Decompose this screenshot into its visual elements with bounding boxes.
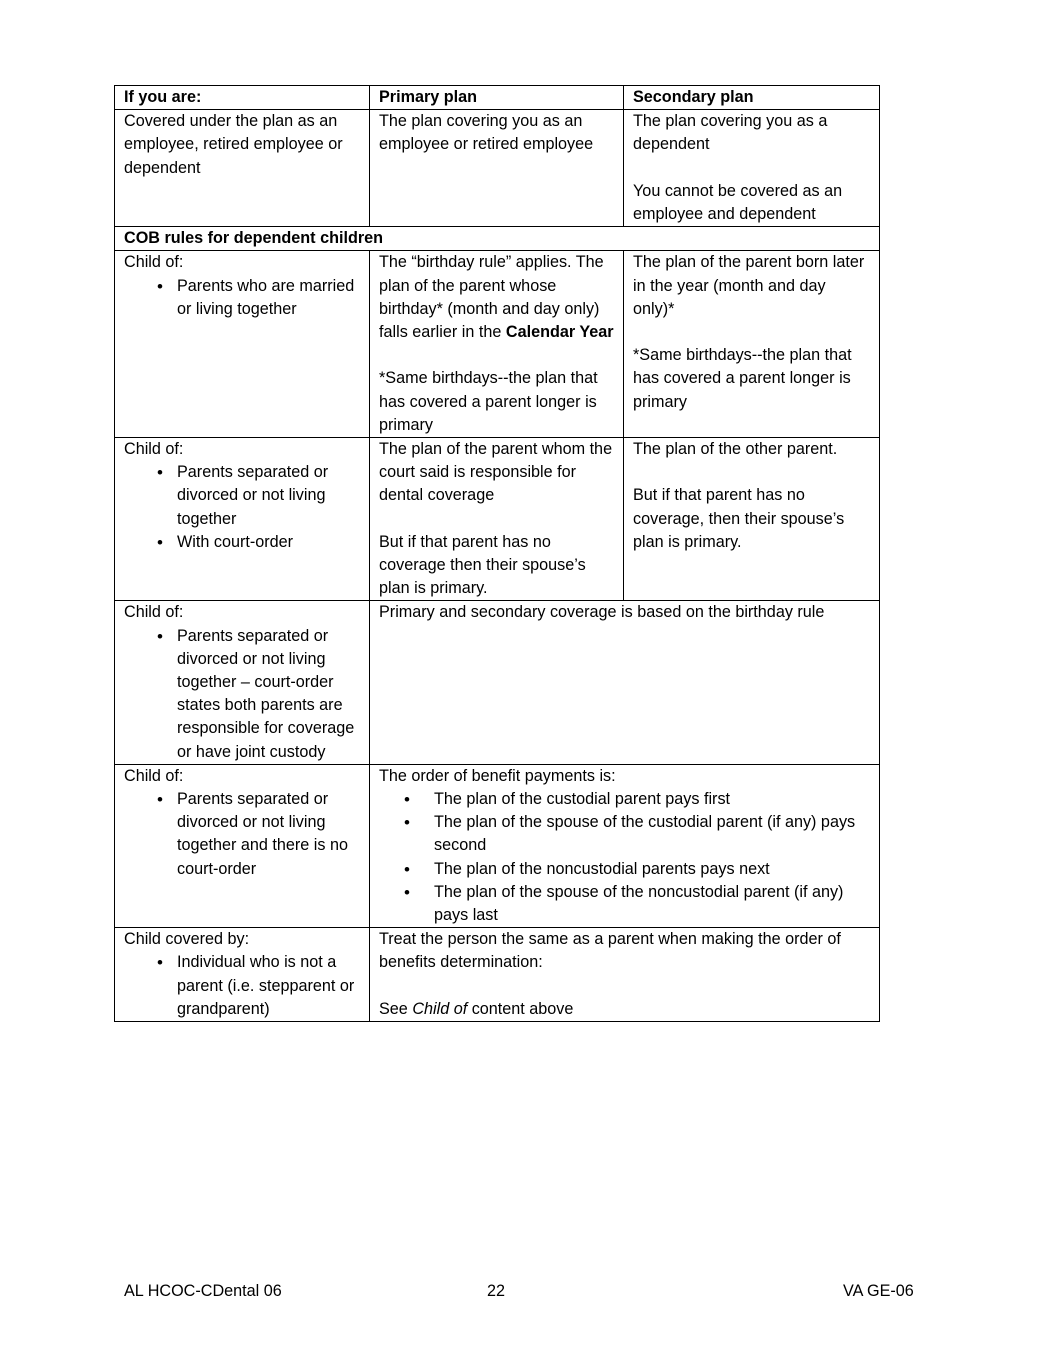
table-header-row — [115, 86, 880, 110]
table-row — [115, 764, 880, 927]
list-item: • Parents who are married or living together — [124, 275, 361, 321]
list-item: • Parents separated or divorced or not living together — [124, 461, 361, 531]
cob-rules-table — [114, 85, 880, 1022]
row5-merged — [370, 764, 880, 927]
row3-bullet-list — [124, 461, 361, 554]
header-secondary-plan: Secondary plan — [624, 86, 880, 110]
row5-bullet-list — [124, 788, 361, 881]
row3-secondary-note: But if that parent has no coverage, then their spouse’s plan is primary. — [633, 486, 845, 551]
row1-secondary — [624, 110, 880, 227]
table-row — [115, 438, 880, 601]
row3-label: Child of: — [124, 440, 184, 459]
footer-page-number: 22 — [487, 1282, 506, 1300]
row6-merged-see — [379, 998, 871, 1021]
row4-condition — [115, 601, 370, 764]
row1-primary-text: The plan covering you as an employee or retired employee — [379, 112, 594, 154]
list-item: • The plan of the spouse of the noncustodial parent (if any) pays last — [379, 881, 871, 927]
row6-bullet-list — [124, 951, 361, 1021]
list-item: • Parents separated or divorced or not living together and there is no court-order — [124, 788, 361, 881]
row3-primary-text: The plan of the parent whom the court said is responsible for dental coverage — [379, 440, 613, 505]
row1-condition — [115, 110, 370, 227]
row3-primary — [370, 438, 624, 601]
row2-secondary — [624, 251, 880, 438]
list-item: • The plan of the spouse of the custodial parent (if any) pays second — [379, 811, 871, 857]
header-if-you-are: If you are: — [115, 86, 370, 110]
row6-label: Child covered by: — [124, 930, 250, 949]
header-primary-plan: Primary plan — [370, 86, 624, 110]
list-item: • With court-order — [124, 531, 361, 554]
table-row — [115, 251, 880, 438]
row2-primary-text-main: The “birthday rule” applies. The plan of the parent whose birthday* (month and day only) falls earlier in the — [379, 253, 604, 342]
row4-bullet-list — [124, 625, 361, 764]
row3-secondary — [624, 438, 880, 601]
row1-condition-text: Covered under the plan as an employee, retired employee or dependent — [124, 112, 343, 177]
list-item: • The plan of the custodial parent pays first — [379, 788, 871, 811]
list-item: • The plan of the noncustodial parents pays next — [379, 858, 871, 881]
row6-merged — [370, 928, 880, 1022]
row6-see-word: See — [379, 999, 408, 1018]
section-heading-row — [115, 227, 880, 251]
row2-label: Child of: — [124, 253, 184, 272]
row1-primary — [370, 110, 624, 227]
list-item: • Individual who is not a parent (i.e. stepparent or grandparent) — [124, 951, 361, 1021]
row2-primary-text — [379, 251, 615, 344]
row5-merged-intro: The order of benefit payments is: — [379, 766, 616, 785]
row1-secondary-text: The plan covering you as a dependent — [633, 112, 828, 154]
row6-condition — [115, 928, 370, 1022]
row2-secondary-note: *Same birthdays--the plan that has covered a parent longer is primary — [633, 346, 852, 411]
row2-secondary-text: The plan of the parent born later in the year (month and day only)* — [633, 253, 865, 318]
table-row — [115, 110, 880, 227]
row5-label: Child of: — [124, 766, 184, 785]
footer-document-code: AL HCOC-CDental 06 — [124, 1282, 282, 1300]
row3-secondary-text: The plan of the other parent. — [633, 440, 838, 459]
row2-primary — [370, 251, 624, 438]
row3-condition — [115, 438, 370, 601]
row3-primary-note: But if that parent has no coverage then their spouse’s plan is primary. — [379, 532, 586, 598]
row5-merged-bullet-list — [379, 788, 871, 927]
footer-form-code: VA GE-06 — [843, 1282, 914, 1300]
list-item: • Parents separated or divorced or not living together – court-order states both parents are responsible for coverage or have joint custody — [124, 625, 361, 764]
section-heading: COB rules for dependent children — [115, 227, 880, 251]
row1-secondary-note: You cannot be covered as an employee and dependent — [633, 181, 843, 223]
row2-primary-text-bold: Calendar Year — [505, 323, 614, 342]
row4-merged — [370, 601, 880, 764]
row2-bullet-list — [124, 275, 361, 321]
row4-label: Child of: — [124, 603, 184, 622]
row2-primary-note: *Same birthdays--the plan that has covered a parent longer is primary — [379, 369, 598, 434]
row2-condition — [115, 251, 370, 438]
row6-merged-text: Treat the person the same as a parent when making the order of benefits determination: — [379, 930, 841, 972]
row6-see-italic: Child of — [412, 999, 468, 1018]
row5-condition — [115, 764, 370, 927]
table-row — [115, 601, 880, 764]
table-row — [115, 928, 880, 1022]
row6-see-rest: content above — [471, 999, 574, 1018]
row4-merged-text: Primary and secondary coverage is based on the birthday rule — [379, 603, 825, 622]
